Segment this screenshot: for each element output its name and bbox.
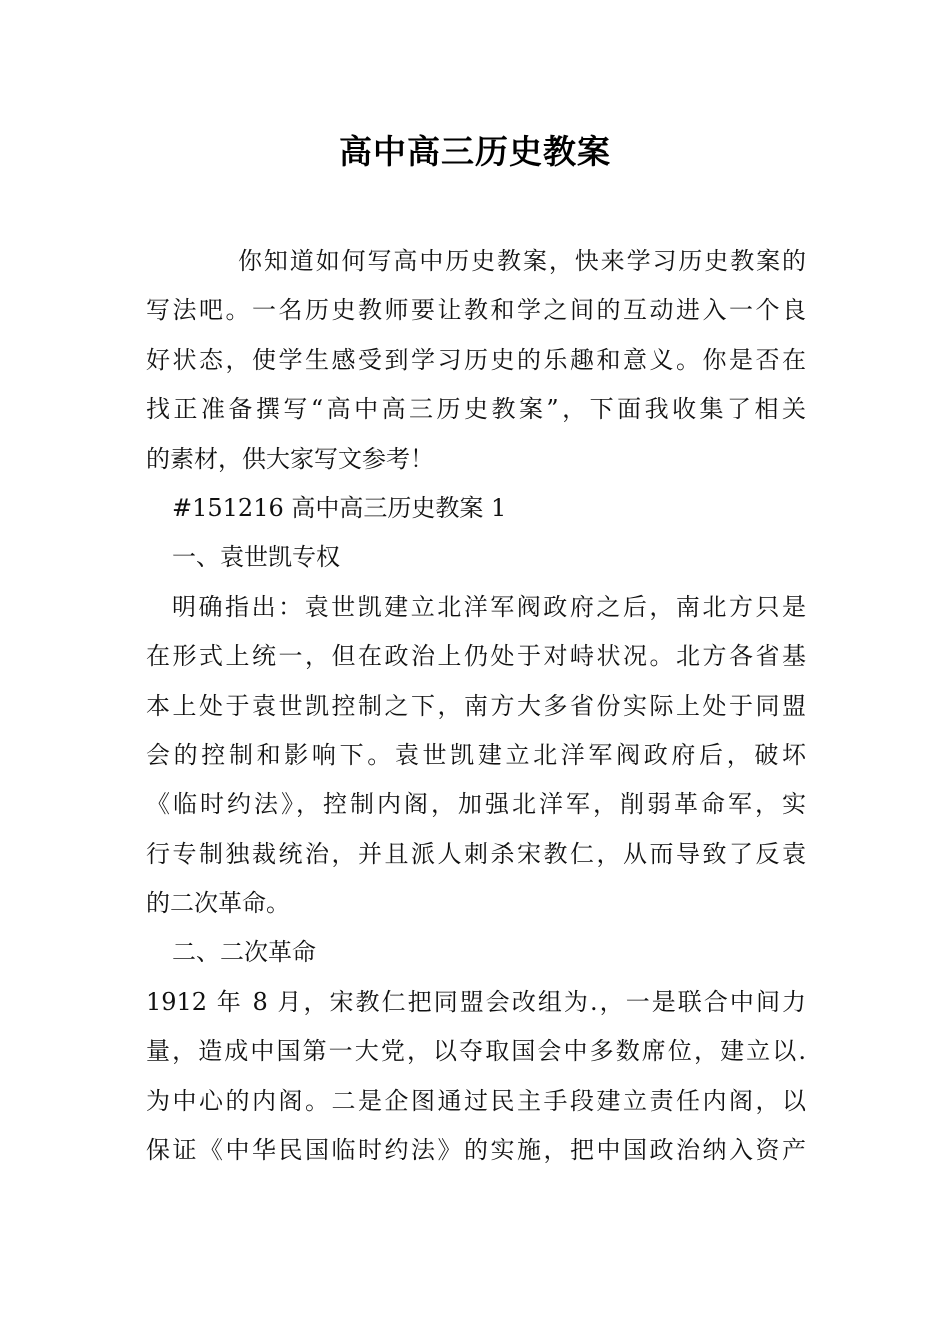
paragraph-line: 为中心的内阁。二是企图通过民主手段建立责任内阁，以 bbox=[146, 1086, 806, 1115]
paragraph-line: 好状态，使学生感受到学习历史的乐趣和意义。你是否在 bbox=[146, 345, 806, 374]
paragraph-line: 会的控制和影响下。袁世凯建立北洋军阀政府后，破坏 bbox=[146, 740, 806, 769]
paragraph-line: 1912 年 8 月，宋教仁把同盟会改组为.，一是联合中间力 bbox=[146, 987, 806, 1016]
paragraph-line: 明确指出：袁世凯建立北洋军阀政府之后，南北方只是 bbox=[172, 592, 806, 621]
paragraph-line: 找正准备撰写“高中高三历史教案”，下面我收集了相关 bbox=[146, 395, 806, 424]
paragraph-line: 在形式上统一，但在政治上仍处于对峙状况。北方各省基 bbox=[146, 642, 806, 671]
paragraph-line: 写法吧。一名历史教师要让教和学之间的互动进入一个良 bbox=[146, 296, 806, 325]
section-heading: #151216 高中高三历史教案 1 bbox=[172, 493, 507, 522]
paragraph-line: 保证《中华民国临时约法》的实施，把中国政治纳入资产 bbox=[146, 1136, 806, 1165]
paragraph-line: 的二次革命。 bbox=[146, 889, 290, 918]
paragraph-line: 量，造成中国第一大党，以夺取国会中多数席位，建立以. bbox=[146, 1037, 806, 1066]
paragraph-line: 本上处于袁世凯控制之下，南方大多省份实际上处于同盟 bbox=[146, 691, 806, 720]
section-heading: 一、袁世凯专权 bbox=[172, 543, 340, 572]
paragraph-line: 你知道如何写高中历史教案，快来学习历史教案的 bbox=[238, 247, 806, 275]
paragraph-line: 行专制独裁统治，并且派人刺杀宋教仁，从而导致了反袁 bbox=[146, 839, 806, 868]
paragraph-line: 的素材，供大家写文参考！ bbox=[146, 444, 434, 473]
document-title: 高中高三历史教案 bbox=[339, 132, 611, 171]
document-body bbox=[146, 237, 806, 1175]
paragraph-line: 《临时约法》，控制内阁，加强北洋军，削弱革命军，实 bbox=[146, 790, 806, 819]
section-heading: 二、二次革命 bbox=[172, 938, 316, 967]
